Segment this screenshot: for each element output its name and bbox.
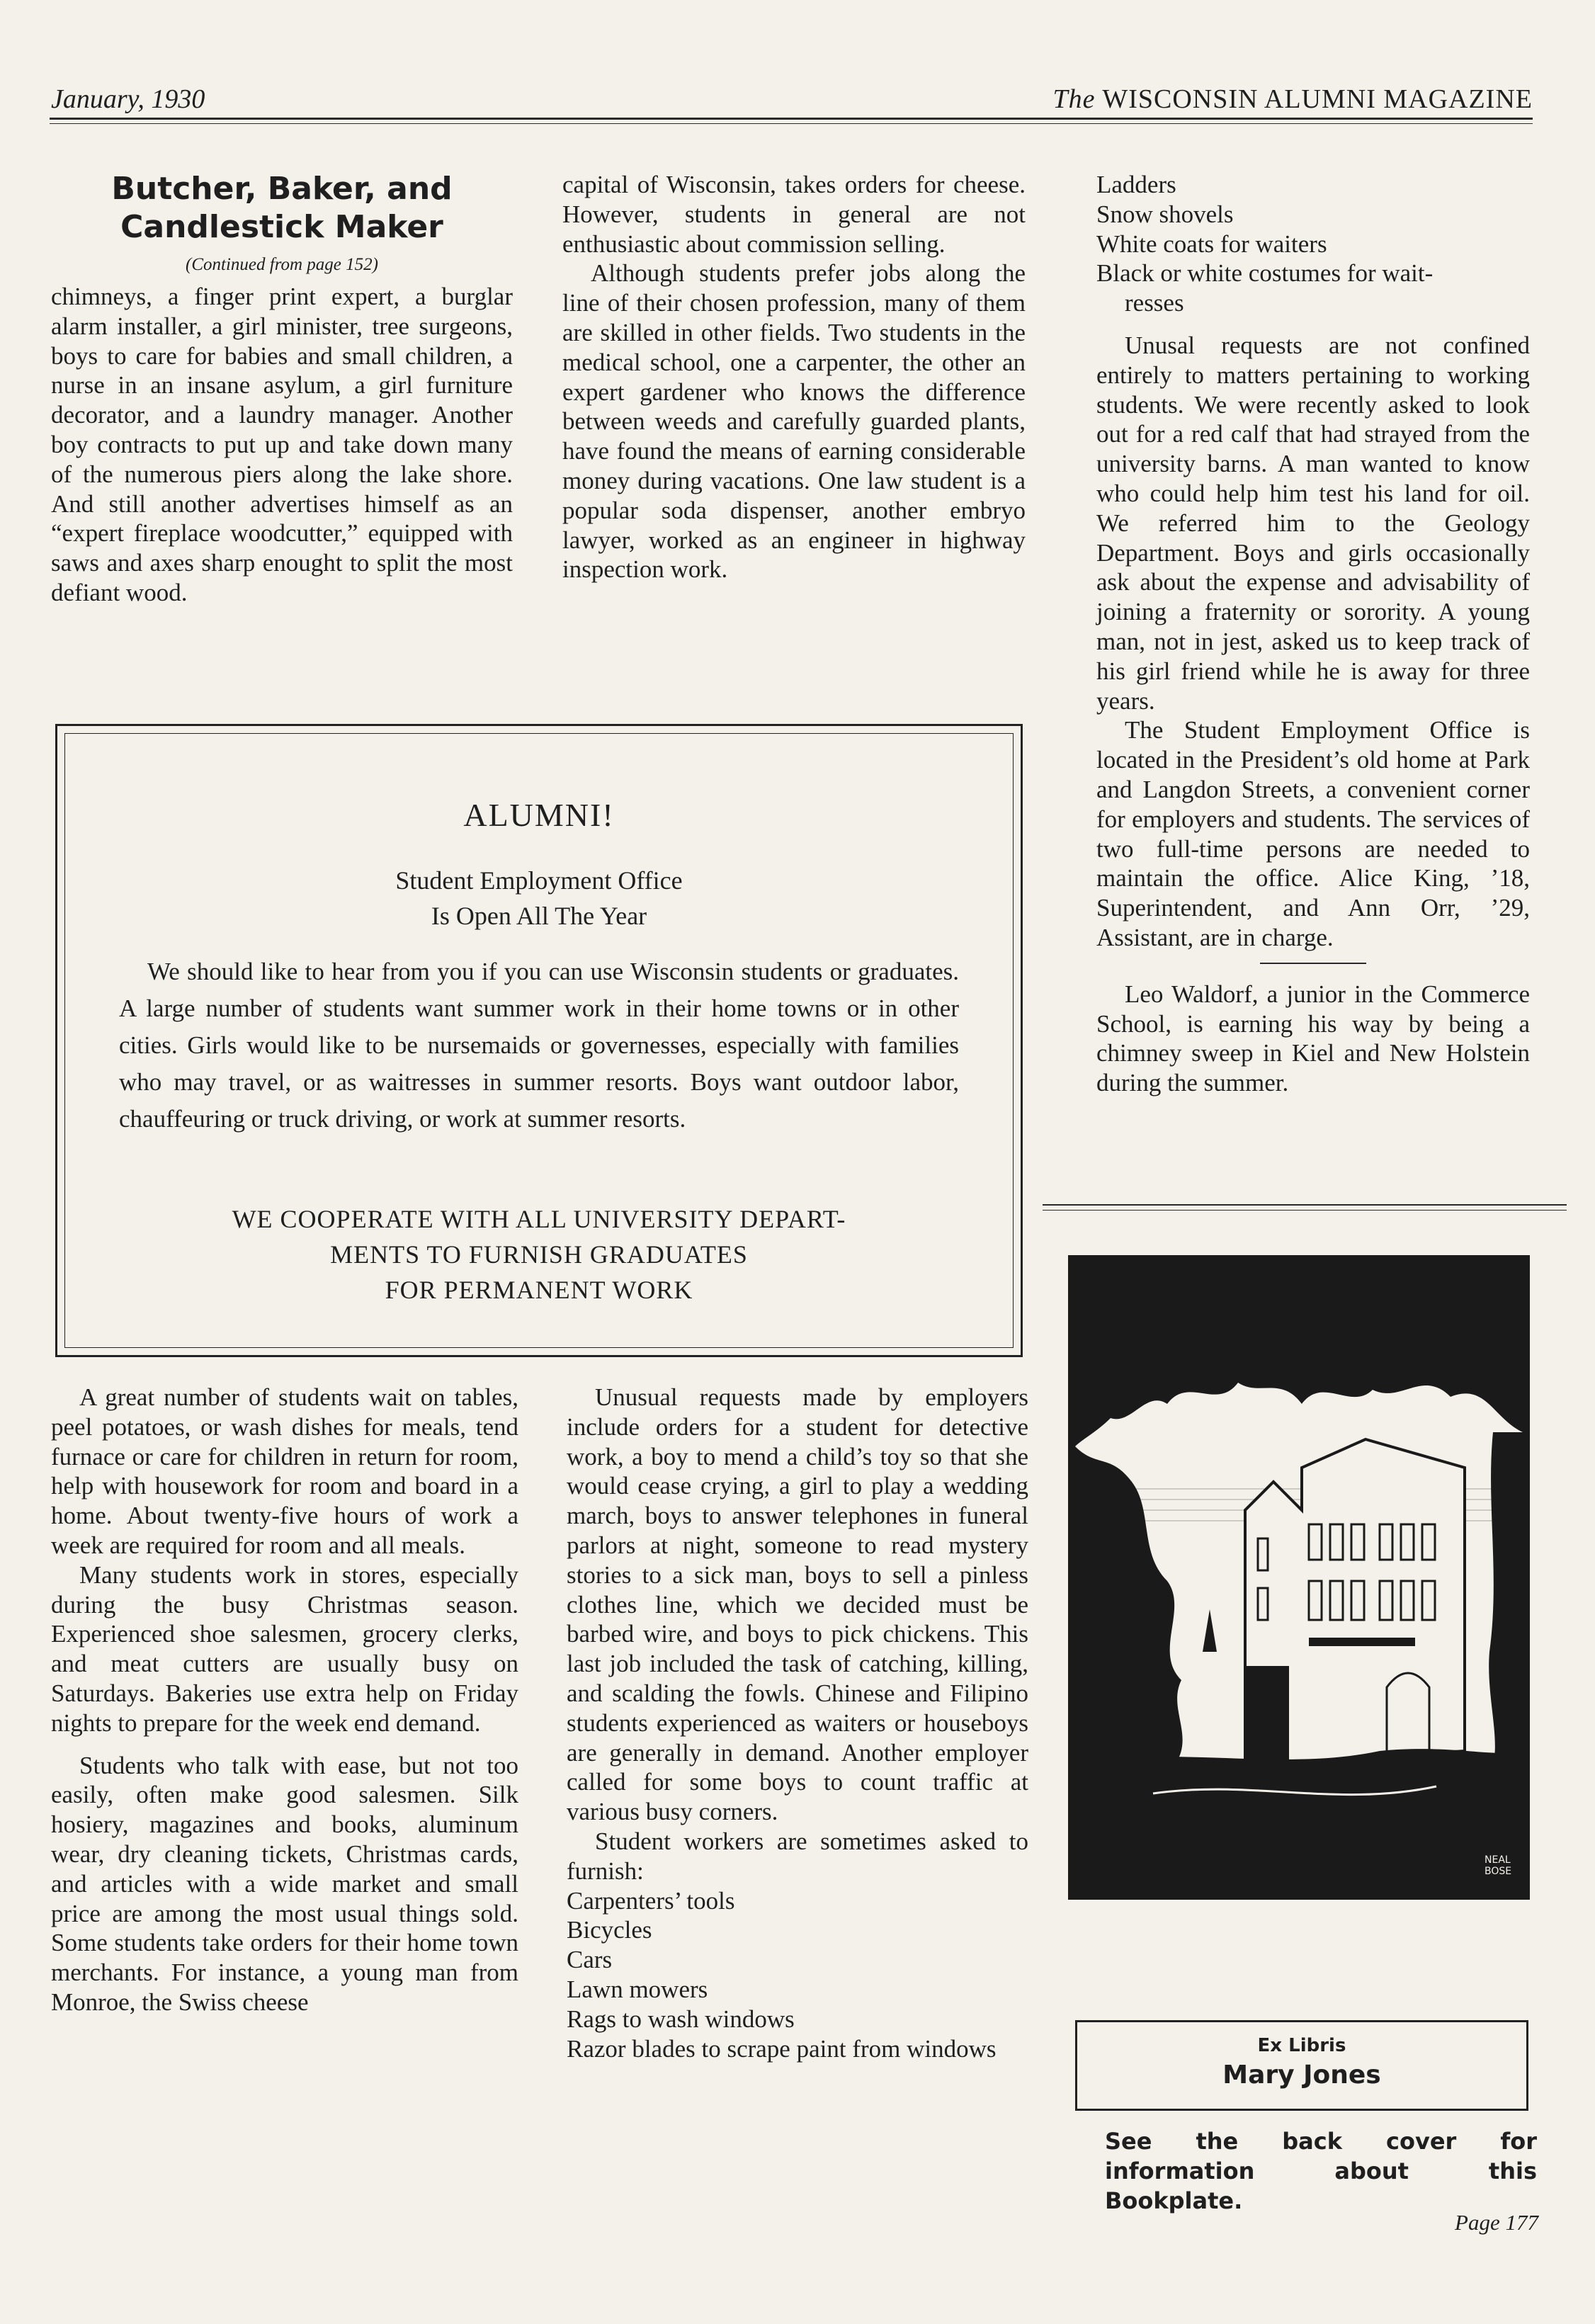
- list-item: White coats for waiters: [1096, 229, 1327, 258]
- article-title-line-2: Candlestick Maker: [120, 209, 443, 245]
- article-column-5: [567, 1383, 1028, 2063]
- article-column-4: [51, 1383, 518, 2017]
- artist-signature-line-1: NEAL: [1485, 1854, 1511, 1866]
- paragraph: Students who talk with ease, but not too easily, often make good salesmen. Silk hosiery, magazines and books, aluminum wear, dry cleaning tickets, Christmas cards, and articles with a wide market and small price are among the most usual things sold. Some students take orders for their home town merchants. For instance, a young man from Monroe, the Swiss cheese: [51, 1751, 518, 2016]
- article-column-3: [1096, 170, 1530, 1098]
- list-item: resses: [1125, 289, 1184, 317]
- article-title-line-1: Butcher, Baker, and: [111, 171, 453, 207]
- furnish-list: [567, 1886, 1028, 2064]
- notice-subtitle-2: Is Open All The Year: [431, 902, 647, 930]
- list-item: Ladders: [1096, 171, 1176, 198]
- notice-caps-line-2: MENTS TO FURNISH GRADUATES: [330, 1240, 748, 1269]
- paragraph: Many students work in stores, especially during the busy Christmas season. Experienced shoe salesmen, grocery clerks, and meat cutters are usually busy on Saturdays. Bakeries use extra help on Friday nights to prepare for the week end demand.: [51, 1560, 518, 1737]
- header-rule: [50, 118, 1533, 120]
- list-item: Lawn mowers: [567, 1975, 708, 2003]
- ex-libris-label: [1075, 2020, 1528, 2111]
- article-title: [51, 170, 513, 246]
- section-divider: [1260, 963, 1366, 964]
- foreground-lawn: [1075, 1749, 1523, 1893]
- paragraph: chimneys, a finger print expert, a burglar alarm installer, a girl minister, tree surgeons, boys to care for babies and small children, a nurse in an insane asylum, a girl furniture decorator, and a laundry manager. Another boy contracts to put up and take down many of the numerous piers along the lake shore. And still another advertises himself as an “expert fireplace woodcutter,” equipped with saws and axes sharp enought to split the most defiant wood.: [51, 283, 513, 606]
- header-rule-thin: [50, 123, 1533, 124]
- list-item: Snow shovels: [1096, 200, 1234, 228]
- paragraph: The Student Employment Office is located in the President’s old home at Park and Langdon Streets, a convenient corner for employers and students. The services of two full-time persons are needed to maintain the office. Alice King, ’18, Superintendent, and Ann Orr, ’29, Assistant, are in charge.: [1096, 716, 1530, 951]
- university-building: [1245, 1439, 1465, 1765]
- column-rule-thin: [1043, 1210, 1567, 1211]
- artist-signature-line-2: BOSE: [1485, 1866, 1512, 1877]
- notice-caps-line-1: WE COOPERATE WITH ALL UNIVERSITY DEPART-: [232, 1205, 846, 1233]
- notice-title: ALUMNI!: [463, 797, 615, 833]
- bookplate-owner-name: Mary Jones: [1222, 2061, 1381, 2090]
- paragraph: Although students prefer jobs along the line of their chosen profession, many of them are skilled in other fields. Two students in the medical school, one a carpenter, the other an expert gardener who knows the difference between weeds and carefully guarded plants, have found the means of earning considerable money during vacations. One law student is a popular soda dispenser, another embryo lawyer, worked as an engineer in highway inspection work.: [562, 259, 1026, 584]
- article-column-1: [51, 170, 513, 608]
- list-item: Carpenters’ tools: [567, 1886, 735, 1915]
- list-item: Rags to wash windows: [567, 2005, 795, 2033]
- issue-date: January, 1930: [51, 84, 205, 114]
- list-item: Bicycles: [567, 1916, 652, 1944]
- page-number: Page 177: [1455, 2210, 1538, 2235]
- bookplate-note: See the back cover for information about this Bookplate.: [1105, 2128, 1537, 2214]
- bookplate-illustration: [1068, 1255, 1530, 1900]
- magazine-title-name: WISCONSIN ALUMNI MAGAZINE: [1102, 84, 1533, 114]
- paragraph: capital of Wisconsin, takes orders for cheese. However, students in general are not enthusiastic about commission selling.: [562, 171, 1026, 258]
- list-item: Cars: [567, 1946, 613, 1974]
- alumni-notice-box: [55, 724, 1023, 1357]
- list-item: Black or white costumes for wait-: [1096, 259, 1434, 288]
- continued-from-note: (Continued from page 152): [186, 255, 378, 274]
- paragraph: A great number of students wait on tables, peel potatoes, or wash dishes for meals, tend furnace or care for children in return for room, help with housework for room and board in a home. About twenty-five hours of work a week are required for room and all meals.: [51, 1383, 518, 1559]
- notice-cooperate-statement: [93, 1201, 984, 1308]
- notice-subtitle-1: Student Employment Office: [395, 866, 683, 895]
- paragraph: Unusal requests are not confined entirely to matters pertaining to working students. We were recently asked to look out for a red calf that had strayed from the university barns. A man wanted to know who could help him test his land for oil. We referred him to the Geology Department. Boys and girls occasionally ask about the expense and advisability of joining a fraternity or sorority. A young man, not in jest, asked us to keep track of his girl friend while he is away for three years.: [1096, 331, 1530, 715]
- furnish-list-continued: [1096, 170, 1530, 318]
- alumni-notice-inner-border: [64, 733, 1014, 1348]
- paragraph: Unusual requests made by employers include orders for a student for detective work, a boy to mend a child’s toy so that she would cease crying, a girl to play a wedding march, boys to answer telephones in funeral parlors at night, someone to read mystery stories to a sick man, boys to sell a pinless clothes line, which we decided must be barbed wire, and boys to pick chickens. This last job included the task of catching, killing, and scalding the fowls. Chinese and Filipino students experienced as waiters or houseboys are generally in demand. Another employer called for some boys to count traffic at various busy corners.: [567, 1383, 1028, 1826]
- column-rule: [1043, 1204, 1567, 1206]
- list-item: Razor blades to scrape paint from windows: [567, 2034, 997, 2063]
- notice-caps-line-3: FOR PERMANENT WORK: [385, 1276, 693, 1304]
- paragraph: Leo Waldorf, a junior in the Commerce School, is earning his way by being a chimney sweep in Kiel and New Holstein during the summer.: [1096, 980, 1530, 1097]
- article-column-2: [562, 170, 1026, 584]
- notice-body: We should like to hear from you if you can use Wisconsin students or graduates. A large number of students want summer work in their home towns or in other cities. Girls would like to be nursemaids or governesses, especially with families who may travel, or as waitresses in summer resorts. Boys want outdoor labor, chauffeuring or truck driving, or work at summer resorts.: [119, 958, 959, 1133]
- paragraph: Student workers are sometimes asked to furnish:: [567, 1827, 1028, 1885]
- right-tree-trunk: [1489, 1432, 1523, 1765]
- magazine-title-the: The: [1052, 84, 1096, 114]
- magazine-title: [1053, 84, 1533, 115]
- ex-libris-text: Ex Libris: [1257, 2035, 1346, 2056]
